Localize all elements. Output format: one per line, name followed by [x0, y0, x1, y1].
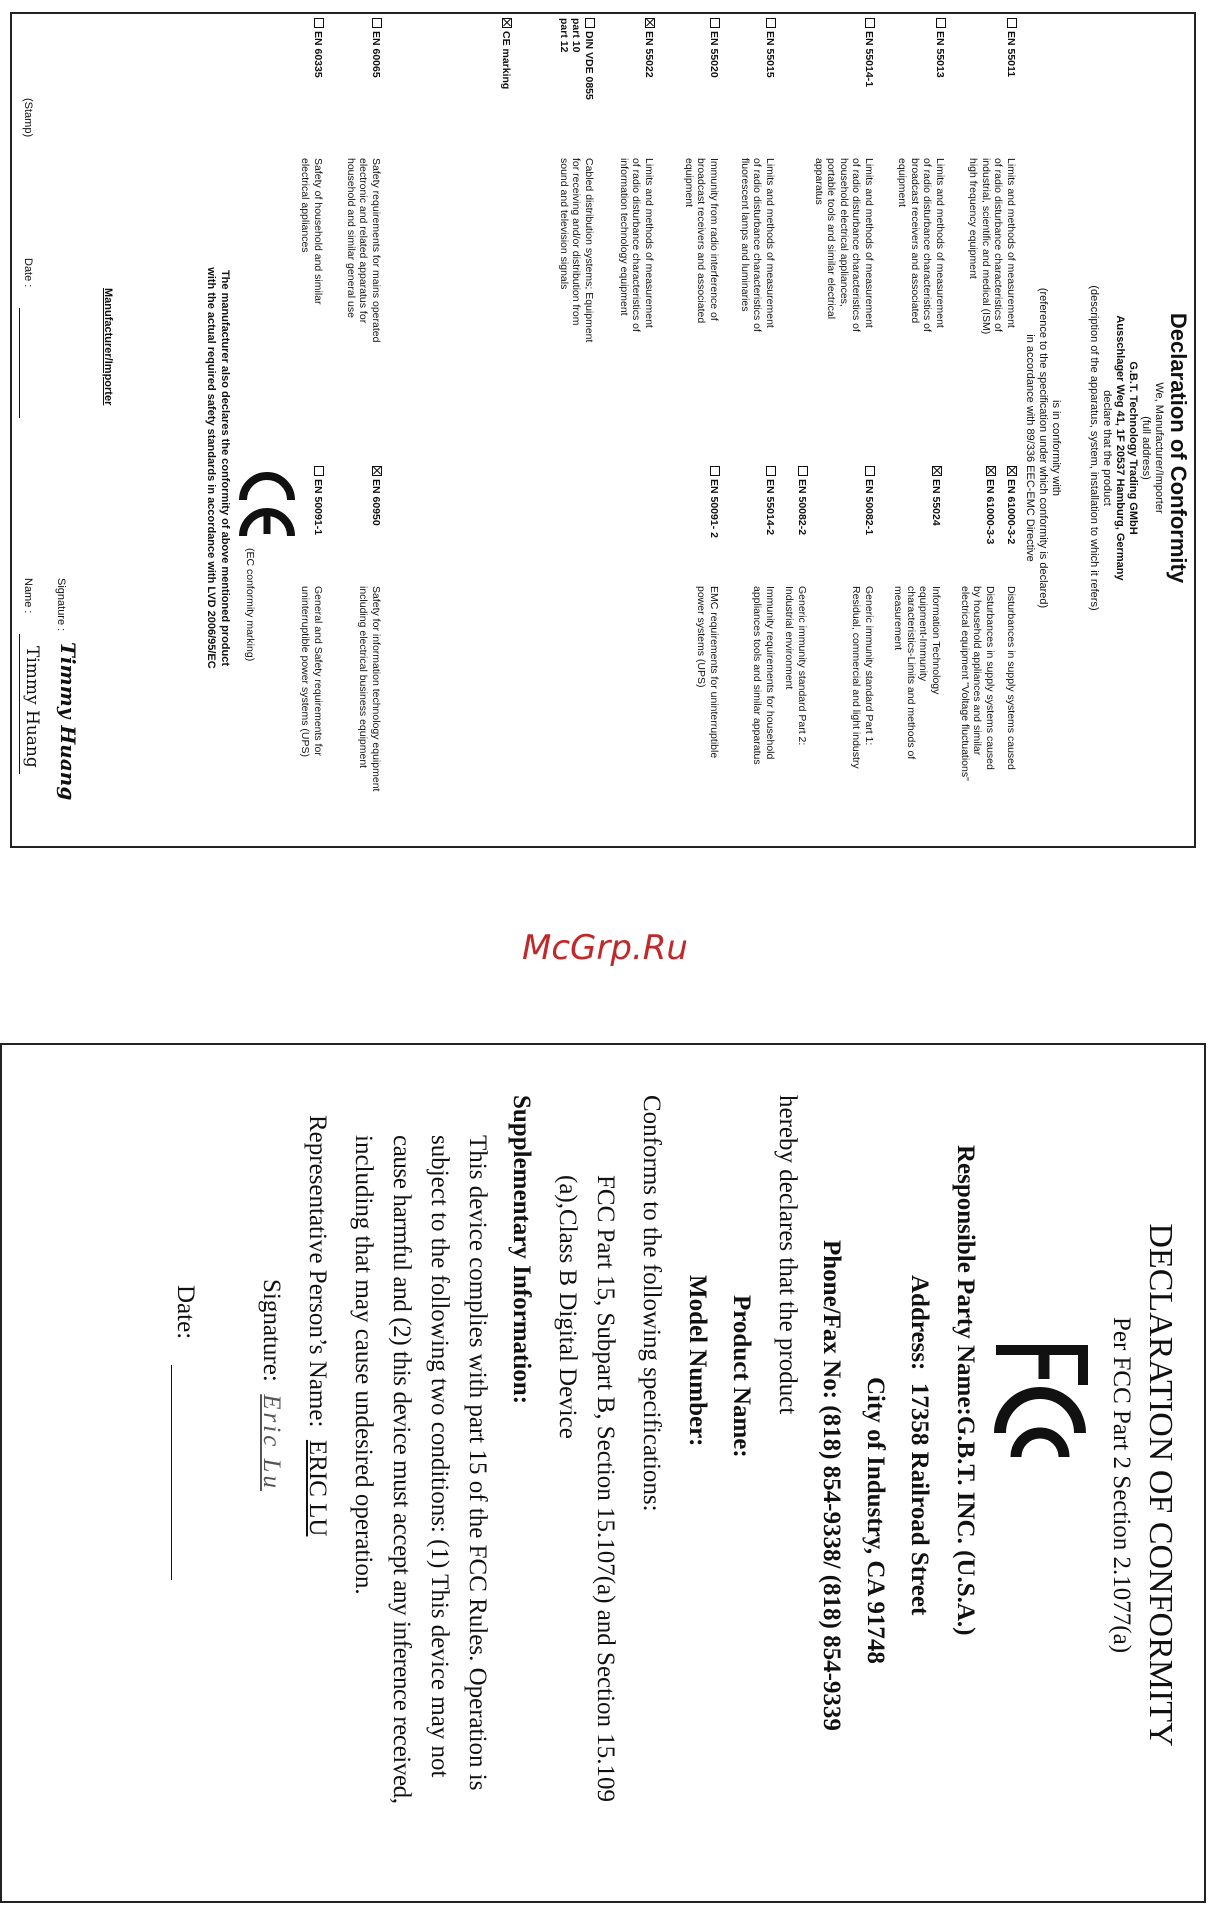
fcc-signature-label: Signature: [258, 1279, 285, 1382]
standard-code-text: EN 61000-3-2 [1005, 479, 1017, 545]
standard-desc: Safety of household and similar electrical appliances [299, 158, 324, 305]
address-value: 17358 Railroad Street [906, 1382, 933, 1616]
stamp-label: (Stamp) [22, 98, 34, 138]
standard-desc: Limits and methods of measurement of radio disturbance characteristics of household electrical appliances, portable tools and similar electrical apparatus [813, 158, 875, 332]
standard-code-text: EN 55014-2 [764, 479, 776, 536]
standard-code-text: EN 50091-1 [312, 479, 324, 536]
standard-code-text: EN 55020 [708, 31, 720, 78]
eu-conformity-line-3: in accordance with 89/336 EEC-EMC Directive [1024, 334, 1036, 562]
representative-label: Representative Person’s Name: [304, 1115, 331, 1428]
address-label: Address: [906, 1275, 933, 1371]
standard-code-text: EN 60335 [312, 31, 324, 78]
responsible-party [950, 1145, 980, 1636]
standard-desc-right: Immunity requirements for household appliances tools and similar apparatus [751, 586, 776, 765]
eu-conformity-line-1: is in conformity with [1050, 400, 1062, 496]
standard-desc: Limits and methods of measurement of radio disturbance characteristics of broadcast receivers and associated equipment [896, 158, 946, 332]
signature-label: Signature : [55, 578, 67, 632]
standard-desc-right: Disturbances in supply systems caused by household appliances and similar electrical equipment "Voltage fluctuations" [959, 586, 996, 781]
eu-we: We, Manufacturer/Importer [1153, 382, 1165, 514]
standard-desc-right: General and Safety requirements for uninterruptible power systems (UPS) [299, 586, 324, 757]
fcc-signature-line [256, 1279, 286, 1491]
eu-address: Ausschlager Weg 41, 1F 20537 Hamburg, Germany [1114, 315, 1126, 581]
fcc-signature-value: Eric Lu [258, 1394, 285, 1491]
standard-code-text: EN 61000-3-3 [984, 479, 996, 545]
standard-desc-right: Safety for information technology equipment including electrical business equipment [357, 586, 382, 792]
standard-desc: Limits and methods of measurement of radio disturbance characteristics of industrial, scientific and medical (ISM) high frequency equipment [967, 158, 1017, 335]
eu-company: G.B.T. Technology Trading GMbH [1127, 361, 1139, 535]
spec-line-2: (a),Class B Digital Device [554, 1175, 581, 1439]
product-name-label: Product Name: [728, 1295, 755, 1458]
fcc-subtitle: Per FCC Part 2 Section 2.1077(a) [1108, 1316, 1135, 1654]
manufacturer-label: Manufacturer/Importer [102, 288, 114, 406]
standard-desc-right: EMC requirements for uninterruptible power systems (UPS) [695, 586, 720, 759]
representative-value: ERIC LU [304, 1439, 331, 1537]
supplementary-line-3: cause harmful and (2) this device must accept any inference received, [388, 1135, 415, 1804]
party-label: Responsible Party Name: [952, 1145, 979, 1416]
standard-desc: Cabled distribution systems; Equipment for receiving and/or distribution from sound and television signals [558, 158, 595, 343]
standard-desc-right: Generic immunity standard Part 2: Industrial environment [783, 586, 808, 746]
fcc-frame-inner [10, 12, 1196, 848]
standard-code-text: EN 50082-2 [796, 479, 808, 536]
eu-description: (description of the apparatus, system, installation to which it refers) [1088, 285, 1100, 611]
standard-code-text: EN 55011 [1005, 31, 1017, 78]
eu-also-line-2: with the actual required safety standards in accordance with LVD 2006/95/EC [205, 267, 217, 669]
address-line [904, 1275, 934, 1615]
eu-conformity-line-2: (reference to the specification under which conformity is declared) [1037, 287, 1049, 609]
fcc-date-line [171, 1365, 172, 1580]
eu-declare: declare that the product [1101, 390, 1113, 506]
fcc-title: DECLARATION OF CONFORMITY [1142, 1223, 1179, 1747]
standard-code-text: EN 50091- 2 [708, 479, 720, 538]
spec-line-1: FCC Part 15, Subpart B, Section 15.107(a) and Section 15.109 [592, 1175, 619, 1803]
phone-line: Phone/Fax No: (818) 854-9338/ (818) 854-9339 [818, 1240, 845, 1731]
standard-desc: Limits and methods of measurement of radio disturbance characteristics of fluorescent lamps and luminaries [739, 158, 776, 332]
standard-desc-right: Information Technology equipment-Immunity characteristics-Limits and methods of measurement [892, 586, 942, 760]
watermark: McGrp.Ru [522, 928, 688, 968]
representative-line [302, 1115, 332, 1536]
standard-desc: Limits and methods of measurement of radio disturbance characteristics of information technology equipment [618, 158, 655, 332]
signature-handwritten: Timmy Huang [56, 642, 80, 801]
standard-code-text: DIN VDE 0855 part 10 part 12 [558, 18, 595, 100]
name-value: Timmy Huang [22, 646, 42, 768]
declares-line: hereby declares that the product [774, 1095, 801, 1415]
standard-desc-right: Disturbances in supply systems caused [1005, 586, 1017, 770]
standard-code-text: EN 55013 [934, 31, 946, 78]
model-number-label: Model Number: [684, 1275, 711, 1447]
standard-code-text: EN 55014-1 [863, 31, 875, 88]
eu-full-address: (full address) [1140, 416, 1152, 480]
standard-code-text: EN 55022 [643, 31, 655, 78]
standard-code-text: EN 60950 [370, 479, 382, 526]
fcc-logo-icon [992, 1345, 1088, 1473]
name-label: Name : [22, 578, 34, 614]
conforms-line: Conforms to the following specifications: [638, 1095, 665, 1512]
standard-desc: Safety requirements for mains operated electronic and related apparatus for household and similar general use [345, 158, 382, 343]
standard-code-text: CE marking [500, 31, 512, 90]
standard-code-text: EN 60065 [370, 31, 382, 78]
supplementary-heading: Supplementary Information: [508, 1095, 535, 1405]
city-line: City of Industry, CA 91748 [862, 1377, 889, 1664]
ce-caption: (EC conformity marking) [244, 548, 256, 662]
fcc-declaration [20, 1095, 1180, 1875]
eu-title: Declaration of Conformity [1166, 312, 1191, 584]
standard-code-text: EN 55015 [764, 31, 776, 78]
standard-code-text: EN 50082-1 [863, 479, 875, 536]
eu-also-line-1: The manufacturer also declares the conformity of above mentioned product [219, 269, 231, 667]
supplementary-line-1: This device complies with part 15 of the FCC Rules. Operation is [464, 1135, 491, 1791]
standard-desc: Immunity from radio interference of broadcast receivers and associated equipment [683, 158, 720, 324]
supplementary-line-4: including that may cause undesired operation. [350, 1135, 377, 1595]
fcc-date-label: Date: [172, 1285, 199, 1340]
party-value: G.B.T. INC. (U.S.A.) [952, 1415, 979, 1636]
date-label: Date : [22, 258, 34, 288]
standard-code-text: EN 55024 [930, 479, 942, 526]
standard-desc-right: Generic immunity standard Part 1: Residual, commercial and light industry [850, 586, 875, 769]
supplementary-line-2: subject to the following two conditions: (1) This device may not [426, 1135, 453, 1778]
